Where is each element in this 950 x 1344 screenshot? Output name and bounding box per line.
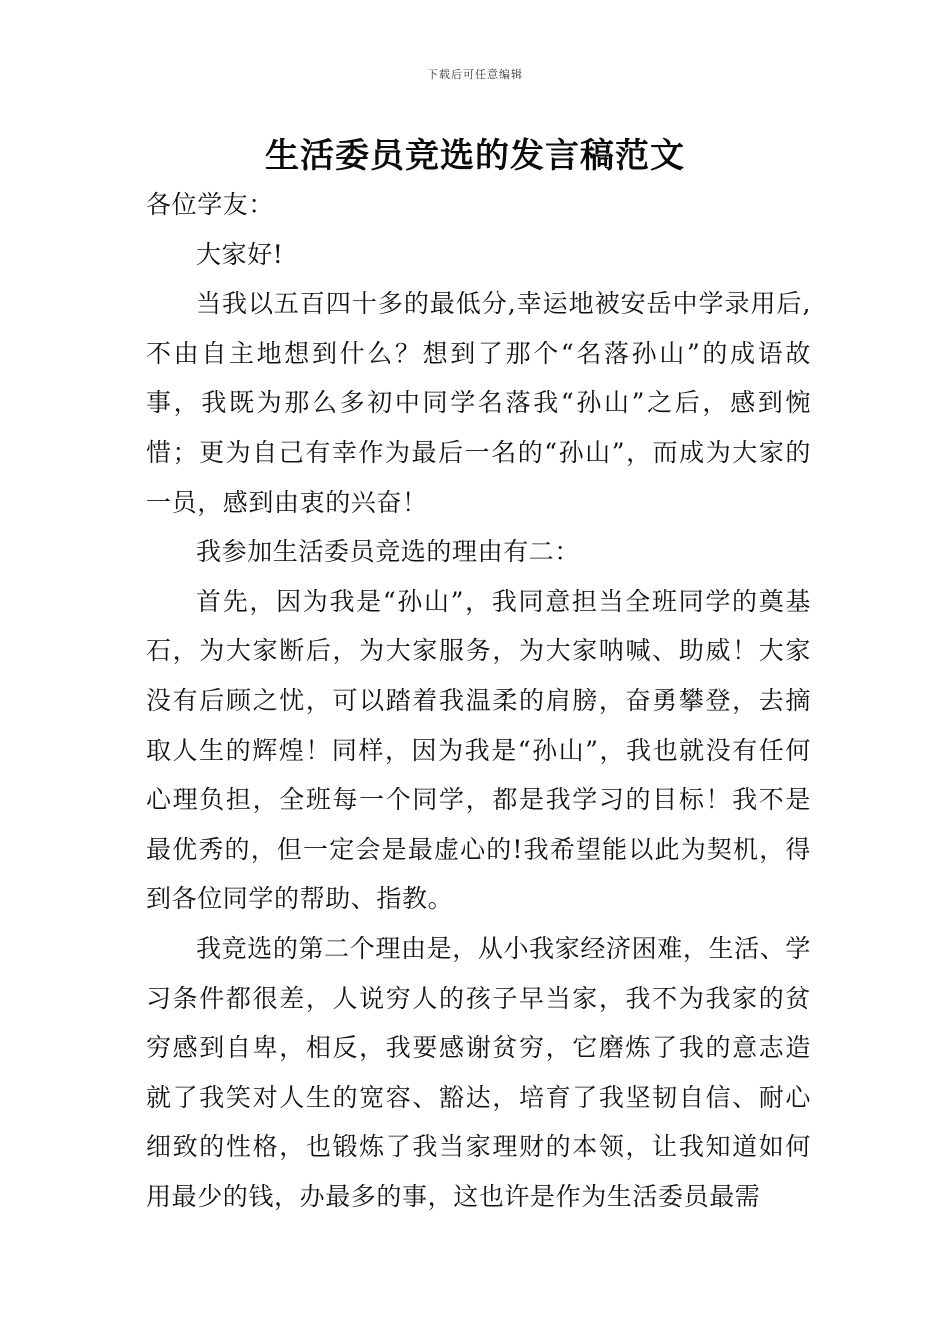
paragraph-intro: 当我以五百四十多的最低分,幸运地被安岳中学录用后,不由自主地想到什么？想到了那个“名落孙山”的成语故事，我既为那么多初中同学名落我“孙山”之后，感到惋惜；更为自己有幸作为最后一名的“孙山”，而成为大家的一员，感到由衷的兴奋！ [146,289,811,517]
paragraph-greeting: 大家好! [196,239,284,269]
document-body [146,180,811,1221]
paragraph-reasons-heading: 我参加生活委员竞选的理由有二： [196,537,581,567]
paragraph-second-reason: 我竞选的第二个理由是，从小我家经济困难，生活、学习条件都很差，人说穷人的孩子早当家，我不为我家的贫穷感到自卑，相反，我要感谢贫穷，它磨炼了我的意志造就了我笑对人生的宽容、豁达，培育了我坚韧自信、耐心细致的性格，也锻炼了我当家理财的本领，让我知道如何用最少的钱，办最多的事，这也许是作为生活委员最需 [146,933,811,1211]
salutation: 各位学友： [146,190,275,219]
header-note: 下载后可任意编辑 [427,68,523,81]
paragraph-first-reason: 首先，因为我是“孙山”，我同意担当全班同学的奠基石，为大家断后，为大家服务，为大家呐喊、助威！大家没有后顾之忧，可以踏着我温柔的肩膀，奋勇攀登，去摘取人生的辉煌！同样，因为我是“孙山”，我也就没有任何心理负担，全班每一个同学，都是我学习的目标！我不是最优秀的，但一定会是最虚心的!我希望能以此为契机，得到各位同学的帮助、指教。 [146,586,811,914]
document-title: 生活委员竞选的发言稿范文 [265,136,685,176]
